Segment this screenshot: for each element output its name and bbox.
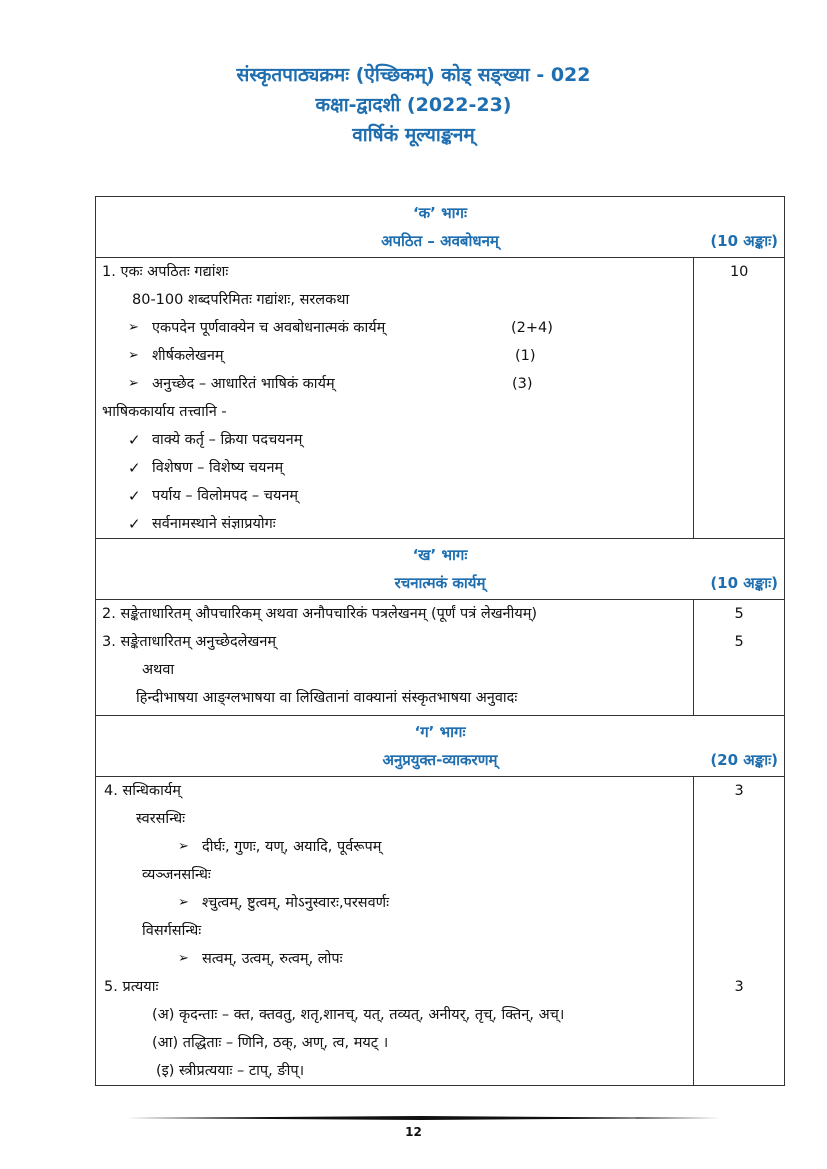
section-ga-header-row bbox=[96, 716, 785, 777]
section-ka-header-row bbox=[96, 197, 785, 258]
section-kha-label: ‘ख’ भागः bbox=[412, 546, 468, 564]
header-assessment: वार्षिकं मूल्याङ्कनम् bbox=[352, 124, 475, 146]
q1-row bbox=[96, 258, 785, 539]
footer-divider bbox=[122, 1116, 720, 1120]
q5-stri: (इ) स्त्रीप्रत्ययाः – टाप्, ङीप्। bbox=[156, 1063, 305, 1079]
document-header bbox=[0, 60, 827, 150]
q1-title: 1. एकः अपठितः गद्यांशः bbox=[102, 264, 229, 280]
swar-sandhi: स्वरसन्धिः bbox=[136, 811, 186, 827]
q1-item-3 bbox=[96, 370, 693, 398]
q1-item-3-marks: (3) bbox=[512, 376, 533, 392]
visarg-item bbox=[96, 945, 693, 973]
q2-text: 2. सङ्केताधारितम् औपचारिकम् अथवा अनौपचारिकं पत्रलेखनम् (पूर्णं पत्रं लेखनीयम्) bbox=[102, 606, 538, 622]
q3-text: 3. सङ्केताधारितम् अनुच्छेदलेखनम् bbox=[102, 634, 277, 650]
q1-check-4 bbox=[96, 510, 693, 538]
q4-title: 4. सन्धिकार्यम् bbox=[104, 783, 181, 799]
swar-item bbox=[96, 833, 693, 861]
vyanjan-sandhi: व्यञ्जनसन्धिः bbox=[142, 867, 211, 883]
arrow-icon: ➢ शीर्षकलेखनम् bbox=[152, 342, 224, 370]
q5-marks: 3 bbox=[734, 979, 744, 995]
check-icon: ✓ विशेषण – विशेष्य चयनम् bbox=[152, 454, 283, 482]
section-ka-title: अपठित – अवबोधनम् bbox=[381, 232, 499, 250]
q2-marks: 5 bbox=[734, 606, 744, 622]
q1-check-3 bbox=[96, 482, 693, 510]
section-ga-title: अनुप्रयुक्त-व्याकरणम् bbox=[382, 751, 498, 769]
q1-item-1-marks: (2+4) bbox=[511, 320, 553, 336]
header-title: संस्कृतपाठ्यक्रमः (ऐच्छिकम्) कोड् सङ्ख्या - 022 bbox=[236, 64, 591, 86]
q4-marks: 3 bbox=[734, 783, 744, 799]
page-number: 12 bbox=[405, 1125, 422, 1139]
vyanjan-item bbox=[96, 889, 693, 917]
q4-q5-row bbox=[96, 777, 785, 1086]
q1-marks: 10 bbox=[729, 264, 749, 280]
q1-sub: 80-100 शब्दपरिमितः गद्यांशः, सरलकथा bbox=[132, 292, 350, 308]
section-kha-header-row bbox=[96, 539, 785, 600]
section-ga-label: ‘ग’ भागः bbox=[414, 723, 466, 741]
q5-title: 5. प्रत्ययाः bbox=[104, 979, 159, 995]
q1-check-2 bbox=[96, 454, 693, 482]
section-kha-title: रचनात्मकं कार्यम् bbox=[394, 574, 486, 592]
q1-item-1 bbox=[96, 314, 693, 342]
section-kha-marks: (10 अङ्काः) bbox=[710, 574, 778, 592]
q1-item-2-marks: (1) bbox=[515, 348, 536, 364]
header-class: कक्षा-द्वादशी (2022-23) bbox=[315, 94, 512, 116]
q5-krdanta: (अ) कृदन्ताः – क्त, क्तवतु, शतृ,शानच्, यत्, तव्यत्, अनीयर्, तृच्, क्तिन्, अच्। bbox=[152, 1007, 565, 1023]
syllabus-table bbox=[95, 196, 785, 1086]
arrow-icon: ➢ दीर्घः, गुणः, यण्, अयादि, पूर्वरूपम् bbox=[202, 833, 381, 861]
q3-marks: 5 bbox=[734, 634, 744, 650]
arrow-icon: ➢ सत्वम्, उत्वम्, रुत्वम्, लोपः bbox=[202, 945, 343, 973]
q2-q3-row bbox=[96, 600, 785, 716]
athava-text: अथवा bbox=[142, 662, 175, 678]
check-icon: ✓ वाक्ये कर्तृ – क्रिया पदचयनम् bbox=[152, 426, 302, 454]
q1-bhashik: भाषिककार्याय तत्त्वानि - bbox=[102, 404, 227, 420]
arrow-icon: ➢ अनुच्छेद – आधारितं भाषिकं कार्यम् bbox=[152, 370, 335, 398]
check-icon: ✓ पर्याय – विलोमपद – चयनम् bbox=[152, 482, 298, 510]
q1-check-1 bbox=[96, 426, 693, 454]
hindi-anuvad: हिन्दीभाषया आङ्ग्लभाषया वा लिखितानां वाक्यानां संस्कृतभाषया अनुवादः bbox=[136, 690, 518, 706]
arrow-icon: ➢ श्चुत्वम्, ष्टुत्वम्, मोऽनुस्वारः,परसवर्णः bbox=[202, 889, 389, 917]
section-ka-label: ‘क’ भागः bbox=[412, 204, 468, 222]
section-ka-marks: (10 अङ्काः) bbox=[710, 232, 778, 250]
visarg-sandhi: विसर्गसन्धिः bbox=[142, 923, 202, 939]
q5-taddhita: (आ) तद्धिताः – णिनि, ठक्, अण्, त्व, मयट् । bbox=[152, 1035, 389, 1051]
section-ga-marks: (20 अङ्काः) bbox=[710, 751, 778, 769]
q1-item-2 bbox=[96, 342, 693, 370]
check-icon: ✓ सर्वनामस्थाने संज्ञाप्रयोगः bbox=[152, 510, 276, 538]
arrow-icon: ➢ एकपदेन पूर्णवाक्येन च अवबोधनात्मकं कार्यम् bbox=[152, 314, 385, 342]
